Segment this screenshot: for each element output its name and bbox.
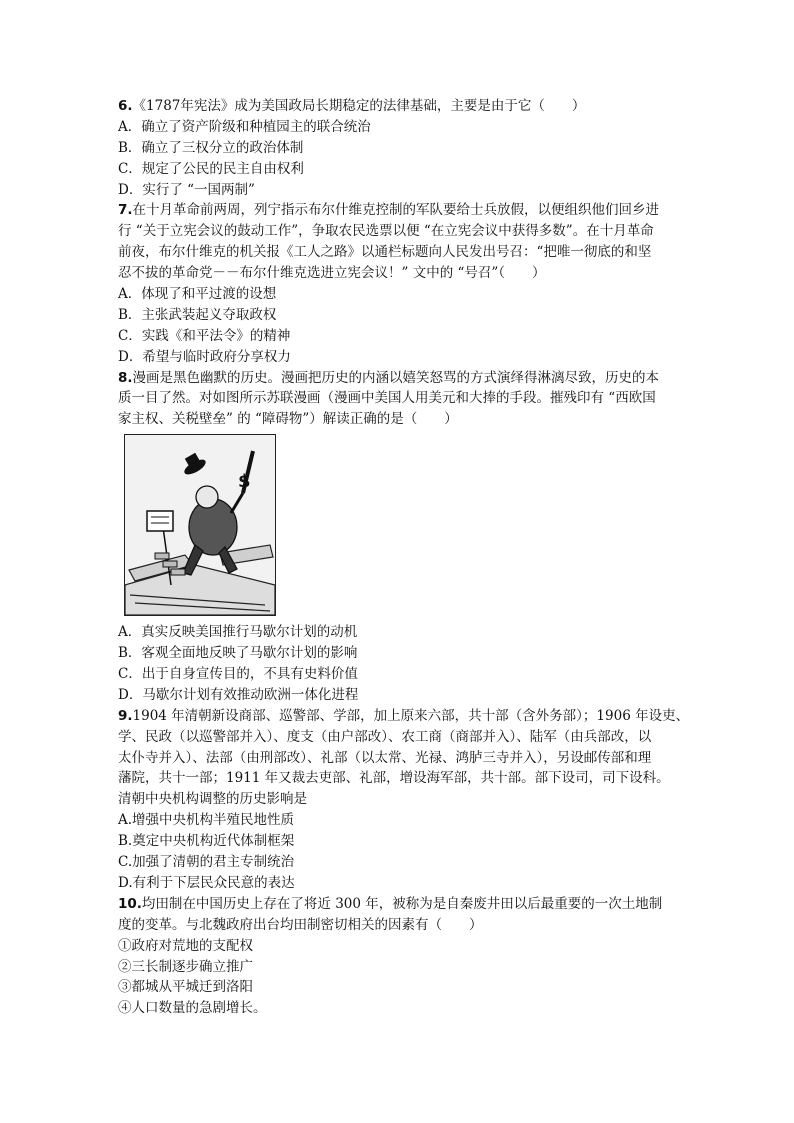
option-a: A．体现了和平过渡的设想 bbox=[118, 286, 277, 303]
question-8 bbox=[118, 368, 678, 706]
cartoon-illustration bbox=[125, 435, 275, 615]
option-a: A．真实反映美国推行马歇尔计划的动机 bbox=[118, 624, 358, 641]
svg-text:$: $ bbox=[238, 471, 251, 493]
stem-text: 在十月革命前两周，列宁指示布尔什维克控制的军队要给士兵放假，以便组织他们回乡进 bbox=[132, 202, 660, 219]
soviet-cartoon-image bbox=[124, 434, 276, 616]
stem-text: 太仆寺并入）、法部（由刑部改）、礼部（以太常、光禄、鸿胪三寺并入），另设邮传部和理 bbox=[118, 749, 652, 766]
question-number: 10. bbox=[118, 895, 142, 912]
stem-text: 忍不拔的革命党－－布尔什维克选进立宪会议！” 文中的 “号召”（ ） bbox=[118, 265, 546, 282]
option-a: A．确立了资产阶级和种植园主的联合统治 bbox=[118, 118, 371, 135]
question-number: 7. bbox=[118, 202, 133, 219]
option-c: C.加强了清朝的君主专制统治 bbox=[118, 854, 295, 871]
stem-text: 家主权、关税壁垒” 的 “障碍物”）解读正确的是（ ） bbox=[118, 411, 458, 428]
question-stem bbox=[118, 706, 690, 727]
exam-page bbox=[118, 96, 690, 1019]
stem-text: 《1787年宪法》成为美国政局长期稳定的法律基础，主要是由于它（ ） bbox=[132, 98, 586, 114]
question-stem bbox=[118, 96, 678, 117]
option-c: C．出于自身宣传目的，不具有史料价值 bbox=[118, 666, 358, 683]
option-b: B.奠定中央机构近代体制框架 bbox=[118, 833, 295, 850]
question-stem bbox=[118, 368, 678, 389]
stem-text: 1904 年清朝新设商部、巡警部、学部，加上原来六部，共十部（含外务部）；1906 年设吏、 bbox=[132, 707, 690, 724]
option-b: B．客观全面地反映了马歇尔计划的影响 bbox=[118, 645, 358, 662]
stem-text: 度的变革。与北魏政府出台均田制密切相关的因素有（ ） bbox=[118, 916, 483, 933]
option-b: B．确立了三权分立的政治体制 bbox=[118, 139, 304, 156]
question-7 bbox=[118, 200, 678, 367]
option-c: C．实践《和平法令》的精神 bbox=[118, 327, 291, 344]
question-stem bbox=[118, 894, 678, 915]
option-d: D．实行了 “一国两制” bbox=[118, 181, 255, 198]
option-d: D.有利于下层民众民意的表达 bbox=[118, 874, 295, 891]
question-9 bbox=[118, 706, 690, 894]
option-d: D．马歇尔计划有效推动欧洲一体化进程 bbox=[118, 686, 359, 703]
stem-text: 清朝中央机构调整的历史影响是 bbox=[118, 791, 307, 808]
stem-text: 藩院，共十一部；1911 年又裁去吏部、礼部，增设海军部，共十部。部下设司，司下设科。 bbox=[118, 770, 670, 787]
option-b: B．主张武装起义夺取政权 bbox=[118, 306, 277, 323]
question-number: 8. bbox=[118, 369, 133, 386]
option-c: C．规定了公民的民主自由权利 bbox=[118, 160, 304, 177]
stem-text: 漫画是黑色幽默的历史。漫画把历史的内涵以嬉笑怒骂的方式演绎得淋漓尽致，历史的本 bbox=[132, 369, 660, 386]
factor-4: ④人口数量的急剧增长。 bbox=[118, 1000, 267, 1017]
factor-1: ①政府对荒地的支配权 bbox=[118, 937, 253, 954]
factor-2: ②三长制逐步确立推广 bbox=[118, 958, 253, 975]
option-d: D．希望与临时政府分享权力 bbox=[118, 348, 291, 365]
question-stem bbox=[118, 200, 678, 221]
stem-text: 学、民政（以巡警部并入）、度支（由户部改）、农工商（商部并入）、陆军（由兵部改，以 bbox=[118, 728, 652, 745]
question-6 bbox=[118, 96, 678, 200]
question-number: 9. bbox=[118, 707, 133, 724]
factor-3: ③都城从平城迁到洛阳 bbox=[118, 979, 253, 996]
stem-text: 均田制在中国历史上存在了将近 300 年，被称为是自秦废井田以后最重要的一次土地制 bbox=[141, 895, 663, 912]
stem-text: 行 “关于立宪会议的鼓动工作”，争取农民选票以便 “在立宪会议中获得多数”。在十月革命 bbox=[118, 223, 654, 240]
stem-text: 前夜，布尔什维克的机关报《工人之路》以通栏标题向人民发出号召：“把唯一彻底的和坚 bbox=[118, 244, 652, 261]
stem-text: 质一目了然。对如图所示苏联漫画（漫画中美国人用美元和大捧的手段。摧残印有 “西欧国 bbox=[118, 390, 656, 407]
question-number: 6. bbox=[118, 98, 133, 114]
question-10 bbox=[118, 894, 678, 1019]
option-a: A.增强中央机构半殖民地性质 bbox=[118, 812, 295, 829]
